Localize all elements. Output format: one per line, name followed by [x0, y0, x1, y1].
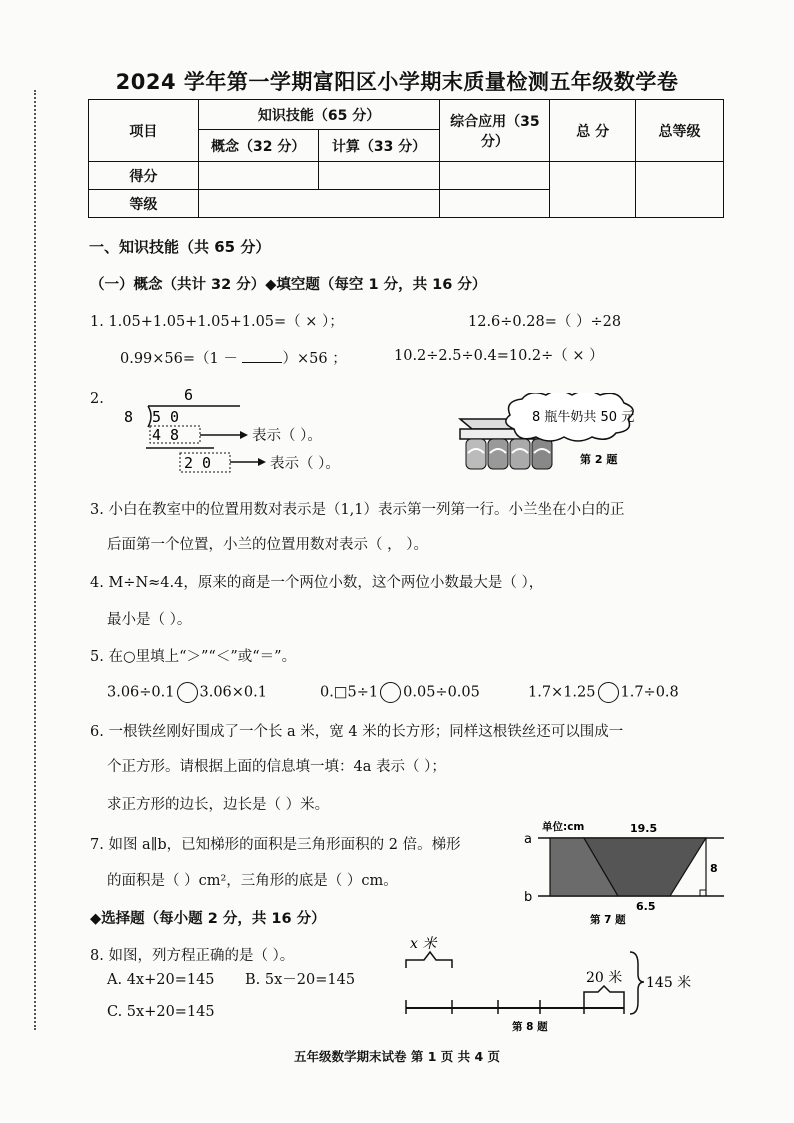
- q2-caption: 第 2 题: [580, 453, 618, 466]
- q7-top-length: 19.5: [630, 822, 658, 835]
- q8-twenty-label: 20 米: [586, 970, 623, 986]
- q7-line-1: 7. 如图 a∥b，已知梯形的面积是三角形面积的 2 倍。梯形: [90, 837, 461, 853]
- q1-part-b: 12.6÷0.28=（ ）÷28: [468, 314, 622, 330]
- q6-line-3: 求正方形的边长，边长是（ ）米。: [107, 797, 330, 813]
- q2-quotient: 6: [184, 386, 194, 404]
- row-grade-label: 等级: [89, 190, 199, 218]
- q8-total-label: 145 米: [646, 975, 692, 991]
- header-total-grade: 总等级: [636, 100, 724, 162]
- q2-represent-2: 表示（ ）。: [270, 456, 340, 472]
- q8-segment-diagram: [400, 930, 700, 1034]
- q5-circle-2[interactable]: [380, 682, 401, 703]
- q8-option-c[interactable]: C. 5x+20=145: [107, 1004, 215, 1020]
- q7-bottom-length: 6.5: [636, 900, 656, 913]
- q1-part-d: 10.2÷2.5÷0.4=10.2÷（ × ）: [394, 348, 604, 364]
- q8-caption: 第 8 题: [512, 1021, 548, 1033]
- q7-unit: 单位:cm: [542, 821, 585, 833]
- page-footer: 五年级数学期末试卷 第 1 页 共 4 页: [293, 1049, 500, 1064]
- exam-title: 2024 学年第一学期富阳区小学期末质量检测五年级数学卷: [115, 70, 679, 94]
- q3-line-1: 3. 小白在教室中的位置用数对表示是（1,1）表示第一列第一行。小兰坐在小白的正: [90, 502, 625, 518]
- q2-divisor: 8: [124, 408, 134, 426]
- q5-compare-3: 1.7×1.25 1.7÷0.8: [528, 682, 679, 703]
- header-calc: 计算（33 分）: [318, 130, 440, 162]
- q5-compare-2: 0.□5÷1 0.05÷0.05: [320, 682, 480, 703]
- q1-blank[interactable]: [242, 348, 282, 363]
- q2-represent-1: 表示（ ）。: [252, 428, 322, 444]
- q1-part-a: 1. 1.05+1.05+1.05+1.05=（ × ）；: [90, 314, 344, 330]
- q4-line-2: 最小是（ ）。: [107, 612, 192, 628]
- q2-dividend: 5 0: [152, 408, 180, 426]
- q7-label-a: a: [524, 832, 532, 847]
- header-knowledge: 知识技能（65 分）: [198, 100, 440, 130]
- q8-x-label: x 米: [410, 936, 437, 952]
- cell-total-score[interactable]: [550, 162, 636, 218]
- q8-option-a[interactable]: A. 4x+20=145: [107, 972, 215, 988]
- q5-circle-3[interactable]: [598, 682, 619, 703]
- q3-line-2: 后面第一个位置，小兰的位置用数对表示（ ， ）。: [107, 537, 428, 553]
- q1-part-c: 0.99×56=（1 － ）×56 ；: [120, 348, 347, 369]
- q7-caption: 第 7 题: [590, 914, 626, 926]
- q8-option-b[interactable]: B. 5x－20=145: [245, 972, 356, 988]
- header-item: 项目: [89, 100, 199, 162]
- q8-stem: 8. 如图，列方程正确的是（ ）。: [90, 948, 295, 964]
- q2-product: 4 8: [152, 426, 180, 444]
- q2-cloud-text: 8 瓶牛奶共 50 元: [532, 410, 635, 425]
- q7-label-b: b: [524, 890, 533, 905]
- q6-line-1: 6. 一根铁丝刚好围成了一个长 a 米，宽 4 米的长方形；同样这根铁丝还可以围成一: [90, 724, 624, 740]
- q4-line-1: 4. M÷N≈4.4，原来的商是一个两位小数，这个两位小数最大是（ ），: [90, 575, 544, 591]
- q6-line-2: 个正方形。请根据上面的信息填一填：4a 表示（ ）；: [107, 759, 446, 775]
- q5-compare-1: 3.06÷0.1 3.06×0.1: [107, 682, 267, 703]
- header-total: 总 分: [550, 100, 636, 162]
- q7-line-2: 的面积是（ ）cm²，三角形的底是（ ）cm。: [107, 873, 398, 889]
- q2-number: 2.: [90, 391, 104, 407]
- q5-line-1: 5. 在○里填上“＞”“＜”或“＝”。: [90, 649, 297, 665]
- cell-application-grade[interactable]: [440, 190, 550, 218]
- q2-milk-illustration: [452, 393, 692, 479]
- choice-heading: ◆选择题（每小题 2 分，共 16 分）: [90, 911, 326, 927]
- q5-circle-1[interactable]: [177, 682, 198, 703]
- cell-total-grade[interactable]: [636, 162, 724, 218]
- section-1-subheading: （一）概念（共计 32 分）◆填空题（每空 1 分，共 16 分）: [90, 277, 487, 293]
- header-application: 综合应用（35 分）: [440, 100, 550, 162]
- header-concept: 概念（32 分）: [198, 130, 318, 162]
- section-1-heading: 一、知识技能（共 65 分）: [89, 238, 271, 256]
- binding-margin-line: [34, 90, 36, 1030]
- row-score-label: 得分: [89, 162, 199, 190]
- q7-trapezoid-figure: [520, 818, 730, 926]
- q7-height: 8: [710, 862, 718, 875]
- q2-remainder: 2 0: [184, 454, 212, 472]
- cell-calc-score[interactable]: [318, 162, 440, 190]
- cell-application-score[interactable]: [440, 162, 550, 190]
- cell-knowledge-grade[interactable]: [198, 190, 440, 218]
- score-table: [88, 99, 724, 218]
- cell-concept-score[interactable]: [198, 162, 318, 190]
